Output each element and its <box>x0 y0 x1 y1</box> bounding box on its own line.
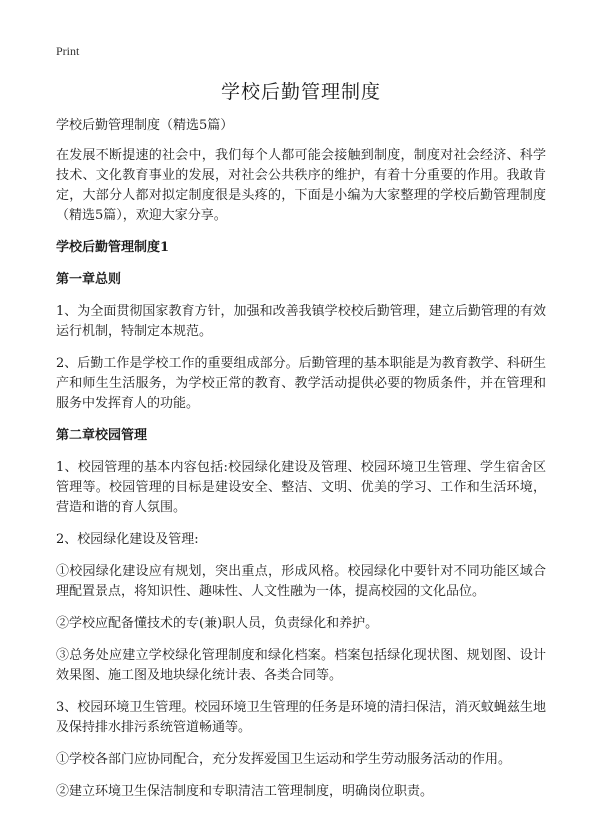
chapter-2-paragraph-6: 3、校园环境卫生管理。校园环境卫生管理的任务是环境的清扫保洁，消灭蚊蝇兹生地及保持排水排污系统管道畅通等。 <box>56 700 546 735</box>
document-title: 学校后勤管理制度 <box>220 81 381 103</box>
chapter-2-paragraph-4: ②学校应配备懂技术的专(兼)职人员，负责绿化和养护。 <box>56 616 379 631</box>
chapter-1-paragraph-1: 1、为全面贯彻国家教育方针，加强和改善我镇学校校后勤管理，建立后勤管理的有效运行机制，特制定本规范。 <box>56 304 546 339</box>
chapter-2-paragraph-8: ②建立环境卫生保洁制度和专职清洁工管理制度，明确岗位职责。 <box>56 784 434 799</box>
document-subtitle: 学校后勤管理制度（精选5篇） <box>56 118 234 133</box>
chapter-2-heading: 第二章校园管理 <box>56 428 148 443</box>
chapter-2-paragraph-2: 2、校园绿化建设及管理: <box>56 532 199 547</box>
print-label[interactable]: Print <box>56 44 80 58</box>
chapter-2-paragraph-3: ①校园绿化建设应有规划，突出重点，形成风格。校园绿化中要针对不同功能区域合理配置景点，将知识性、趣味性、人文性融为一体，提高校园的文化品位。 <box>56 564 546 599</box>
chapter-1-paragraph-2: 2、后勤工作是学校工作的重要组成部分。后勤管理的基本职能是为教育教学、科研生产和师生生活服务，为学校正常的教育、教学活动提供必要的物质条件，并在管理和服务中发挥育人的功能。 <box>56 356 546 411</box>
chapter-1-heading: 第一章总则 <box>56 272 122 287</box>
chapter-2-paragraph-7: ①学校各部门应协同配合，充分发挥爱国卫生运动和学生劳动服务活动的作用。 <box>56 752 512 767</box>
chapter-2-paragraph-1: 1、校园管理的基本内容包括:校园绿化建设及管理、校园环境卫生管理、学生宿舍区管理等。校园管理的目标是建设安全、整洁、文明、优美的学习、工作和生活环境，营造和谐的育人氛围。 <box>56 460 546 515</box>
intro-paragraph: 在发展不断提速的社会中，我们每个人都可能会接触到制度，制度对社会经济、科学技术、文化教育事业的发展，对社会公共秩序的维护，有着十分重要的作用。我敢肯定，大部分人都对拟定制度很是头疼的，下面是小编为大家整理的学校后勤管理制度（精选5篇），欢迎大家分享。 <box>56 148 546 223</box>
section-heading-1: 学校后勤管理制度1 <box>56 240 170 255</box>
chapter-2-paragraph-5: ③总务处应建立学校绿化管理制度和绿化档案。档案包括绿化现状图、规划图、设计效果图、施工图及地块绿化统计表、各类合同等。 <box>56 648 546 683</box>
